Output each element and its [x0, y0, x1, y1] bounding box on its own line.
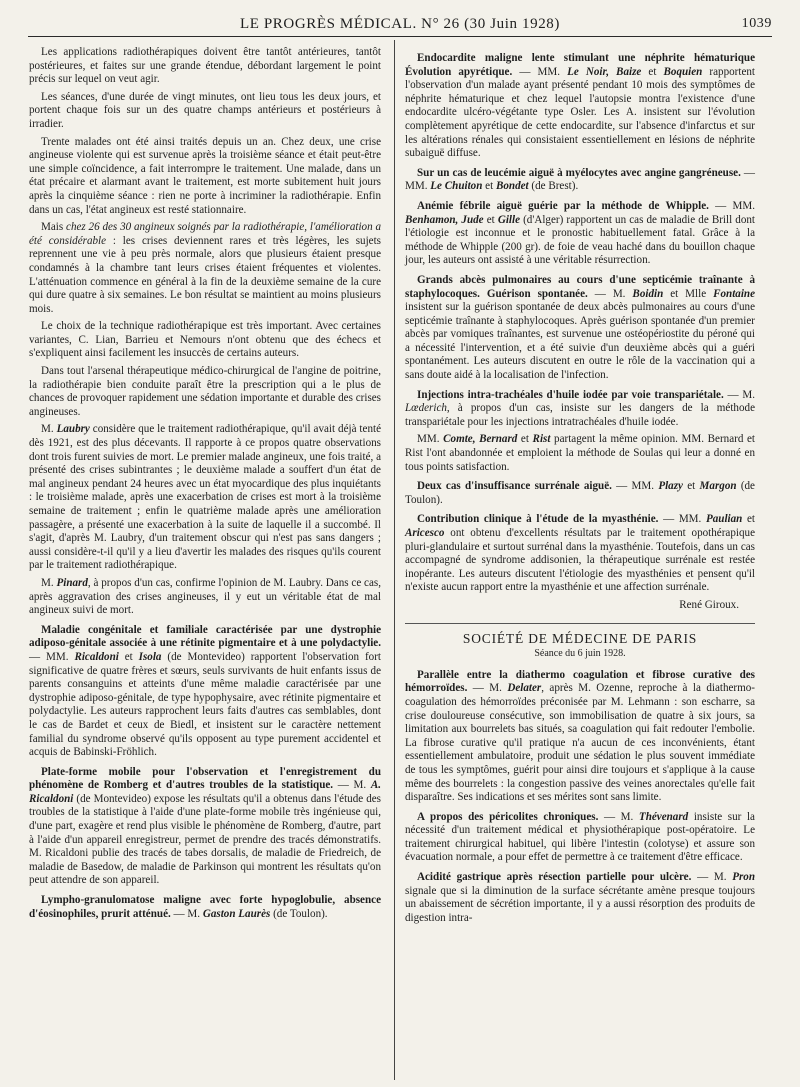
- text-run: — M.: [691, 871, 733, 884]
- section-paragraph: [405, 389, 755, 430]
- text-run: MM.: [417, 433, 444, 446]
- author-name: Delater: [507, 682, 542, 695]
- text-run: et: [742, 513, 755, 526]
- author-name: Boquien: [663, 65, 703, 78]
- section-paragraph: [405, 167, 755, 194]
- text-run: — M.: [333, 779, 371, 792]
- text-run: rapportent l'observation d'un malade ayant présenté pendant 10 mois des symptômes de néphrite hématurique et chez lequel l'autopsie montra l'existence d'une endocardite ulcéro-végétante type Osler. Les A. insistent sur l'évolution complètement apyrétique de cette endocardite, sur l'absence d'infarctus et sur les altérations rénales qui consistaient essentiellement en lésions de néphrite subaiguë diffuse.: [405, 65, 756, 160]
- text-run: — MM.: [512, 65, 568, 78]
- page-number: 1039: [741, 16, 772, 31]
- text-run: et: [483, 213, 498, 226]
- author-name: Rist: [532, 433, 551, 446]
- session-date: [405, 647, 755, 661]
- text-run: — MM.: [708, 199, 755, 212]
- text-run: insiste sur la nécessité d'un traitement médical et physiothérapique post-opératoire. Le traitement chirurgical habituel, qui libère l'intestin (colotyse) et assure son évacuation normale, a pour effet de permettre à ce traitement d'être efficace.: [405, 810, 755, 864]
- text-run: — MM.: [405, 166, 755, 193]
- text-run: (de Montevideo) expose les résultats qu'il a obtenus dans l'étude des troubles de la statistique à l'aide d'une plate-forme mobile très ingénieuse qui, d'une part, exagère et rend plus visible le phénomène de Romberg, d'autre, part à l'aide d'un appareil enregistreur, permet de prendre des tracés démonstratifs. M. Ricaldoni publie des tracés de tabes dorsalis, de maladie de Friedreich, de maladie de Basedow, de maladie de Parkinson qui montrent les résultats qu'on peut attendre de son appareil.: [29, 792, 381, 887]
- text-run: , après M. Ozenne, reproche à la diathermo-coagulation des hémorroïdes préconisée par M. Lehmann : son escharre, sa crise douloureuse consécutive, son immobilisation de quatre à six jours, sa limitation aux bourrelets bas situés, sa coagulation qui fait redouter l'embolie. La fibrose curative qu'il pratique n'a aucun de ces inconvénients, étant essentiellement ambulatoire, produit une sédation le plus souvent immédiate de tous les symptômes, guérit pour ainsi dire toujours et s'applique à la cause même des bourrelets : la congestion passive des veines anorectales qu'elle fait disparaître. Ses indications et ses mérites sont sans limite.: [405, 682, 755, 804]
- section-heading: Anémie fébrile aiguë guérie par la méthode de Whipple.: [417, 199, 709, 212]
- section-heading: Endocardite maligne lente stimulant une néphrite hématurique Évolution apyrétique.: [405, 52, 755, 78]
- text-run: — MM.: [29, 650, 75, 663]
- text-run: Les séances, d'une durée de vingt minutes, ont lieu tous les deux jours, et portent chaque fois sur un des quatre champs antérieurs et postérieurs à irradier.: [29, 90, 381, 130]
- text-run: considère que le traitement radiothérapique, qu'il avait déjà tenté dès 1921, est des plus décevants. Il rapporte à ce propos quatre observations dont trois furent suivies de mort. Le premier malade angineux, une fois traité, a présenté des crises subintrantes ; le deuxième malade a souffert d'un état de mal angineux pendant 24 heures avec un état myocardique des plus inquiétants : le troisième malade, après une exacerbation de crises est mort à la troisième semaine de traitement ; enfin le quatrième malade après une amélioration passagère, a présenté une exacerbation à la suite de laquelle il a succombé. Il s'agit, d'après M. Laubry, d'un traitement obscur qui n'est pas sans dangers ; aussi considère-t-il qu'il y a lieu d'avertir les malades des risques qu'ils courent par le traitement radiothérapique.: [29, 423, 381, 572]
- section-heading: Injections intra-trachéales d'huile iodée par voie transpariétale.: [417, 388, 724, 401]
- author-name: Paulian: [705, 513, 743, 526]
- author-name: Le Chuiton: [430, 180, 483, 193]
- text-run: et: [641, 65, 664, 78]
- author-name: Fontaine: [713, 287, 755, 300]
- text-run: Dans tout l'arsenal thérapeutique médico-chirurgical de l'angine de poitrine, la radiothérapie bien conduite paraît être la prescription qui a le plus de chances de provoquer rapidement une sédation importante et durable des crises angineuses.: [29, 365, 381, 418]
- text-run: et Mlle: [663, 287, 714, 300]
- right-column: [405, 46, 755, 929]
- page-header: [28, 10, 772, 37]
- text-run: Mais: [41, 221, 67, 234]
- author-name: Lœderich: [405, 402, 447, 415]
- section-heading: Parallèle entre la diathermo coagulation et fibrose curative des hémorroïdes.: [405, 668, 755, 695]
- text-run: Trente malades ont été ainsi traités depuis un an. Chez deux, une crise angineuse violente qui est survenue après la troisième séance et était peut-être une simple coïncidence, a fait interrompre le traitement. Une malade, dans un état précaire et alarmant avant le traitement, est morte subitement huit jours après la cinquième séance : rien ne porte à incriminer la radiothérapie. Enfin dans un cas, l'état angineux est resté stationnaire.: [29, 135, 381, 216]
- text-run: signale que si la diminution de la surface sécrétante amène presque toujours un abaissement de sécrétion importante, il y a aussi résorption des produits de digestion intra-: [405, 884, 755, 924]
- paragraph: [29, 365, 381, 419]
- text-run: insistent sur la guérison spontanée de deux abcès pulmonaires au cours d'une septicémie traînante à staphylocoques. Après guérison spontanée d'un premier abcès par vomiques traînantes, est survenue une ostéopériostite du péroné qui a nécessité l'intervention, et a été suivie d'un deuxième abcès qui a guéri spontanément. Les auteurs discutent en outre le rôle de la vaccination qui a sans doute aidé à la localisation de l'infection.: [405, 301, 755, 382]
- section-paragraph: [405, 669, 755, 805]
- author-name: Gaston Laurès: [202, 907, 271, 920]
- author-name: Boidin: [632, 287, 664, 300]
- text-run: René Giroux.: [679, 598, 739, 611]
- paragraph: [29, 91, 381, 132]
- text-run: Séance du 6 juin 1928.: [534, 648, 626, 660]
- section-heading: Grands abcès pulmonaires au cours d'une septicémie traînante à staphylocoques. Guérison spontanée.: [405, 273, 755, 300]
- section-heading: Contribution clinique à l'étude de la myasthénie.: [417, 513, 659, 526]
- text-run: Les applications radiothérapiques doivent être tantôt antérieures, tantôt postérieures, et faites sur une grande étendue, débordant largement le point précis sur lequel on veut agir.: [29, 46, 381, 86]
- section-heading: Maladie congénitale et familiale caractérisée par une dystrophie adiposo-génitale associée à une rétinite pigmentaire et à une polydactylie.: [29, 623, 381, 650]
- author-name: Pron: [732, 871, 755, 884]
- paragraph: [29, 46, 381, 87]
- text-run: et: [118, 650, 139, 663]
- text-run: — M.: [587, 287, 633, 300]
- author-name: Pinard: [56, 576, 88, 589]
- text-run: — M.: [598, 810, 639, 823]
- text-run: — M.: [170, 907, 203, 920]
- section-paragraph: [405, 200, 755, 268]
- text-run: , à propos d'un cas, insiste sur les dangers de la méthode transpariétale pour les injections intratrachéales d'huile iodée.: [405, 402, 755, 428]
- section-paragraph: [29, 766, 381, 888]
- text-run: ont obtenu d'excellents résultats par le traitement opothérapique pluri-glandulaire et surtout surrénal dans la myasthénie. Toutefois, dans un cas accompagné de syndrome addisonien, la thérapeutique surrénale est restée inopérante. Les auteurs discutent l'étiologie des myasthénies et pensent qu'il n'existe aucun rapport entre la myasthénie et une affection surrénale.: [405, 527, 755, 594]
- author-name: chez 26 des 30 angineux soignés par la radiothérapie, l'amélioration a été considérable: [29, 221, 381, 247]
- paragraph: [29, 320, 381, 361]
- paragraph: [405, 433, 755, 474]
- section-paragraph: [29, 624, 381, 760]
- text-run: (de Toulon).: [270, 907, 328, 920]
- society-heading: [405, 623, 755, 646]
- section-paragraph: [405, 871, 755, 925]
- text-run: M.: [41, 423, 57, 436]
- text-run: partagent la même opinion. MM. Bernard et Rist l'ont abandonnée et emploient la méthode de Soulas qui leur a donné en tous points satisfaction.: [405, 433, 755, 473]
- author-name: Plazy: [658, 480, 683, 493]
- paragraph: [29, 423, 381, 573]
- paragraph: [29, 136, 381, 218]
- signature: [405, 599, 739, 613]
- text-run: : les crises deviennent rares et très légères, les sujets reprennent une vie à peu près normale, alors que plusieurs étaient presque condamnés à la chambre tant leurs crises étaient fréquentes et violentes. L'atténuation commence en général à la fin de la deuxième semaine de la cure qui dure quatre à six semaines. Le bon résultat se maintient au moins plusieurs mois.: [29, 234, 381, 315]
- text-run: et: [682, 480, 700, 493]
- text-run: (d'Alger) rapportent un cas de maladie de Brill dont l'étiologie est inconnue et le pronostic habituellement fatal. Grâce à la méthode de Whipple (200 gr). de foie de veau haché dans du bouillon chaque jour, les auteurs ont assisté à une véritable résurrection.: [405, 213, 755, 267]
- text-run: et: [517, 433, 533, 446]
- paragraph: [29, 577, 381, 618]
- author-name: A. Ricaldoni: [29, 779, 381, 805]
- running-title: LE PROGRÈS MÉDICAL. N° 26 (30 Juin 1928): [239, 16, 560, 32]
- section-paragraph: [405, 480, 755, 507]
- section-heading: Acidité gastrique après résection partielle pour ulcère.: [417, 871, 692, 884]
- author-name: Bondet: [495, 180, 529, 193]
- section-paragraph: [405, 274, 755, 383]
- author-name: Isola: [138, 650, 162, 663]
- author-name: Ricaldoni: [74, 650, 119, 663]
- section-heading: Sur un cas de leucémie aiguë à myélocytes avec angine gangréneuse.: [417, 166, 741, 179]
- author-name: Laubry: [56, 423, 90, 436]
- text-run: , à propos d'un cas, confirme l'opinion de M. Laubry. Dans ce cas, après aggravation des crises angineuses, il y eut un véritable état de mal angineux suivi de mort.: [29, 576, 382, 617]
- section-paragraph: [405, 52, 755, 161]
- text-run: — MM.: [658, 513, 706, 526]
- section-paragraph: [29, 894, 381, 921]
- section-paragraph: [405, 811, 755, 865]
- author-name: Gille: [497, 213, 520, 226]
- paragraph: [29, 221, 381, 316]
- section-heading: A propos des péricolites chroniques.: [417, 810, 599, 823]
- author-name: Thévenard: [638, 810, 689, 823]
- text-run: (de Toulon).: [405, 480, 755, 506]
- section-heading: Plate-forme mobile pour l'observation et l'enregistrement du phénomène de Romberg et d'autres troubles de la statistique.: [29, 765, 381, 792]
- text-run: SOCIÉTÉ DE MÉDECINE DE PARIS: [462, 630, 698, 646]
- section-heading: Deux cas d'insuffisance surrénale aiguë.: [417, 480, 612, 493]
- text-run: (de Brest).: [528, 180, 579, 193]
- author-name: Comte, Bernard: [443, 433, 518, 446]
- text-run: — MM.: [611, 480, 659, 493]
- author-name: Aricesco: [405, 527, 445, 539]
- author-name: Benhamon, Jude: [405, 213, 484, 226]
- text-run: (de Montevideo) rapportent l'observation fort significative de quatre frères et sœurs, seuls survivants de huit enfants issus de parents consanguins et atteints d'une même maladie caractérisée par une dystrophie adiposo-génitale, de type hypophysaire, avec rétinite pigmentaire et polydactylie. Les auteurs rapprochent leurs faits d'autres cas semblables, dont le cas de Bardet et ceux de Biedl, et insistent sur le caractère nettement familial du syndrome observé qu'ils opposent au type purement accidentel et acquis de Babinski-Fröhlich.: [29, 650, 381, 759]
- left-column: [29, 46, 381, 925]
- column-divider: [394, 40, 395, 1080]
- author-name: Le Noir, Baize: [567, 65, 642, 78]
- section-heading: Lympho-granulomatose maligne avec forte hypoglobulie, absence d'éosinophiles, prurit atténué.: [29, 894, 381, 920]
- text-run: — M.: [723, 388, 755, 401]
- author-name: Margon: [699, 480, 737, 493]
- section-paragraph: [405, 513, 755, 595]
- text-run: Le choix de la technique radiothérapique est très important. Avec certaines variantes, C. Lian, Barrieu et Nemours n'ont obtenu que des échecs et s'expliquent ainsi facilement les insuccès de certains auteurs.: [29, 320, 381, 360]
- text-run: et: [482, 180, 496, 193]
- text-run: M.: [41, 576, 57, 589]
- text-run: — M.: [467, 682, 508, 695]
